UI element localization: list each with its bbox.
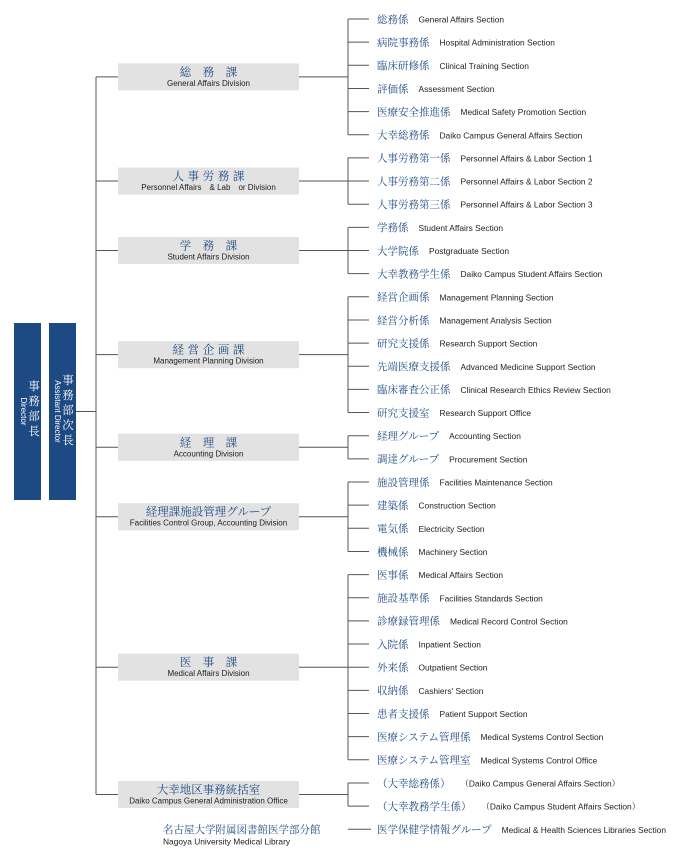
- section-name-en: Management Planning Section: [439, 292, 554, 303]
- section-name: 経営企画係: [377, 291, 430, 304]
- director-label-char: 長: [28, 424, 40, 438]
- section-name: 入院係: [377, 638, 409, 651]
- assistant-director-label-char: 務: [62, 388, 74, 402]
- section-name: （大幸教務学生係）: [377, 800, 472, 813]
- library-name-en: Nagoya University Medical Library: [163, 836, 291, 847]
- section-name-en: Electricity Section: [418, 523, 485, 534]
- section-name: 医療システム管理室: [377, 754, 471, 767]
- section-name: 人事労務第一係: [377, 152, 451, 165]
- section-name-en: Medical Systems Control Office: [480, 755, 598, 766]
- director-label-char: 事: [28, 379, 40, 393]
- section-name: 経営分析係: [377, 314, 430, 327]
- section-name-en: Daiko Campus General Affairs Section: [439, 130, 583, 141]
- section-name-en: （Daiko Campus Student Affairs Section）: [481, 801, 641, 812]
- library-name: 名古屋大学附属図書館医学部分館: [163, 823, 321, 836]
- section-name-en: General Affairs Section: [418, 14, 505, 25]
- section-name: 総務係: [377, 13, 409, 26]
- division-name-en: Daiko Campus General Administration Office: [129, 796, 288, 806]
- section-name-en: Machinery Section: [418, 546, 488, 557]
- assistant-director-label-en: Assistant Director: [53, 380, 62, 443]
- section-name: 医事係: [377, 569, 409, 582]
- director-label-char: 部: [28, 409, 40, 423]
- section-name: 医療安全推進係: [377, 106, 451, 119]
- section-name-en: （Daiko Campus General Affairs Section）: [460, 778, 621, 789]
- section-name-en: Inpatient Section: [418, 639, 481, 650]
- section-name: （大幸総務係）: [377, 777, 451, 790]
- library-section-name-en: Medical & Health Sciences Libraries Section: [501, 824, 666, 835]
- section-name: 電気係: [377, 523, 409, 536]
- section-name-en: Daiko Campus Student Affairs Section: [460, 269, 603, 280]
- division-name: 医 事 課: [179, 655, 238, 670]
- section-name: 研究支援係: [377, 337, 430, 350]
- section-name: 学務係: [377, 222, 409, 235]
- section-name: 医療システム管理係: [377, 731, 471, 744]
- section-name-en: Medical Record Control Section: [450, 616, 568, 627]
- connector-lines: [76, 19, 371, 829]
- section-name: 先端医療支援係: [377, 361, 451, 374]
- section-name: 臨床研修係: [377, 60, 430, 73]
- section-name: 大学院係: [377, 245, 419, 258]
- section-name: 収納係: [377, 685, 409, 698]
- section-name-en: Facilities Maintenance Section: [439, 477, 553, 488]
- section-name: 臨床審査公正係: [377, 384, 451, 397]
- section-name-en: Medical Affairs Section: [418, 570, 504, 581]
- section-name: 患者支援係: [377, 708, 430, 721]
- section-name: 診療録管理係: [377, 615, 440, 628]
- section-name: 大幸総務係: [377, 129, 430, 142]
- division-name: 総 務 課: [179, 64, 238, 79]
- section-name: 大幸教務学生係: [377, 268, 451, 281]
- section-name-en: Student Affairs Section: [418, 222, 504, 233]
- section-name-en: Hospital Administration Section: [439, 37, 555, 48]
- assistant-director-label-char: 事: [62, 373, 74, 387]
- section-name-en: Personnel Affairs & Labor Section 3: [460, 199, 593, 210]
- section-name: 建築係: [377, 499, 409, 512]
- section-name: 施設管理係: [377, 476, 430, 489]
- division-name-en: Accounting Division: [173, 449, 244, 459]
- division-name-en: Management Planning Division: [153, 356, 264, 366]
- section-name: 機械係: [377, 546, 409, 559]
- section-name-en: Procurement Section: [449, 454, 528, 465]
- section-name: 研究支援室: [377, 407, 430, 420]
- division-name: 経 理 課: [179, 435, 238, 450]
- division-name: 学 務 課: [179, 238, 238, 253]
- section-name-en: Clinical Research Ethics Review Section: [460, 384, 611, 395]
- section-name-en: Postgraduate Section: [429, 246, 510, 256]
- section-name-en: Personnel Affairs & Labor Section 2: [460, 176, 593, 187]
- section-name-en: Outpatient Section: [418, 662, 488, 673]
- section-name: 評価係: [377, 83, 409, 96]
- director-label-en: Director: [19, 397, 28, 426]
- section-name-en: Cashiers' Section: [418, 685, 484, 696]
- section-name-en: Clinical Training Section: [439, 60, 529, 71]
- division-name: 経 営 企 画 課: [172, 342, 245, 357]
- library-section-name: 医学保健学情報グループ: [377, 824, 492, 837]
- section-name: 外来係: [377, 662, 409, 674]
- section-name: 人事労務第三係: [377, 199, 451, 211]
- section-name-en: Patient Support Section: [439, 709, 528, 719]
- section-name-en: Advanced Medicine Support Section: [460, 361, 596, 372]
- division-name: 大幸地区事務統括室: [156, 782, 261, 797]
- section-name: 施設基準係: [377, 592, 430, 605]
- section-name-en: Management Analysis Section: [439, 315, 552, 326]
- section-name-en: Assessment Section: [418, 83, 495, 94]
- section-name: 人事労務第二係: [377, 175, 451, 188]
- labels-layer: [19, 13, 666, 846]
- assistant-director-label-char: 次: [62, 418, 74, 432]
- division-name-en: Student Affairs Division: [167, 252, 250, 262]
- section-name-en: Medical Safety Promotion Section: [460, 107, 587, 118]
- section-name: 調達グループ: [377, 453, 440, 466]
- assistant-director-label-char: 長: [62, 433, 74, 447]
- division-name-en: Personnel Affairs & Lab or Division: [141, 183, 276, 193]
- section-name-en: Construction Section: [418, 500, 496, 511]
- division-name-en: General Affairs Division: [167, 78, 250, 88]
- section-name-en: Research Support Section: [439, 338, 538, 349]
- section-name-en: Research Support Office: [439, 408, 532, 419]
- section-name-en: Facilities Standards Section: [439, 593, 543, 604]
- assistant-director-label-char: 部: [62, 403, 74, 417]
- division-name-en: Medical Affairs Division: [167, 669, 250, 679]
- section-name: 病院事務係: [377, 36, 430, 49]
- division-name: 人 事 労 務 課: [172, 169, 245, 184]
- director-label-char: 務: [28, 394, 40, 408]
- section-name-en: Accounting Section: [449, 431, 521, 442]
- section-name: 経理グループ: [377, 430, 440, 443]
- section-name-en: Personnel Affairs & Labor Section 1: [460, 153, 593, 164]
- division-name: 経理課施設管理グループ: [145, 504, 272, 519]
- division-name-en: Facilities Control Group, Accounting Division: [129, 518, 288, 528]
- section-name-en: Medical Systems Control Section: [480, 732, 604, 743]
